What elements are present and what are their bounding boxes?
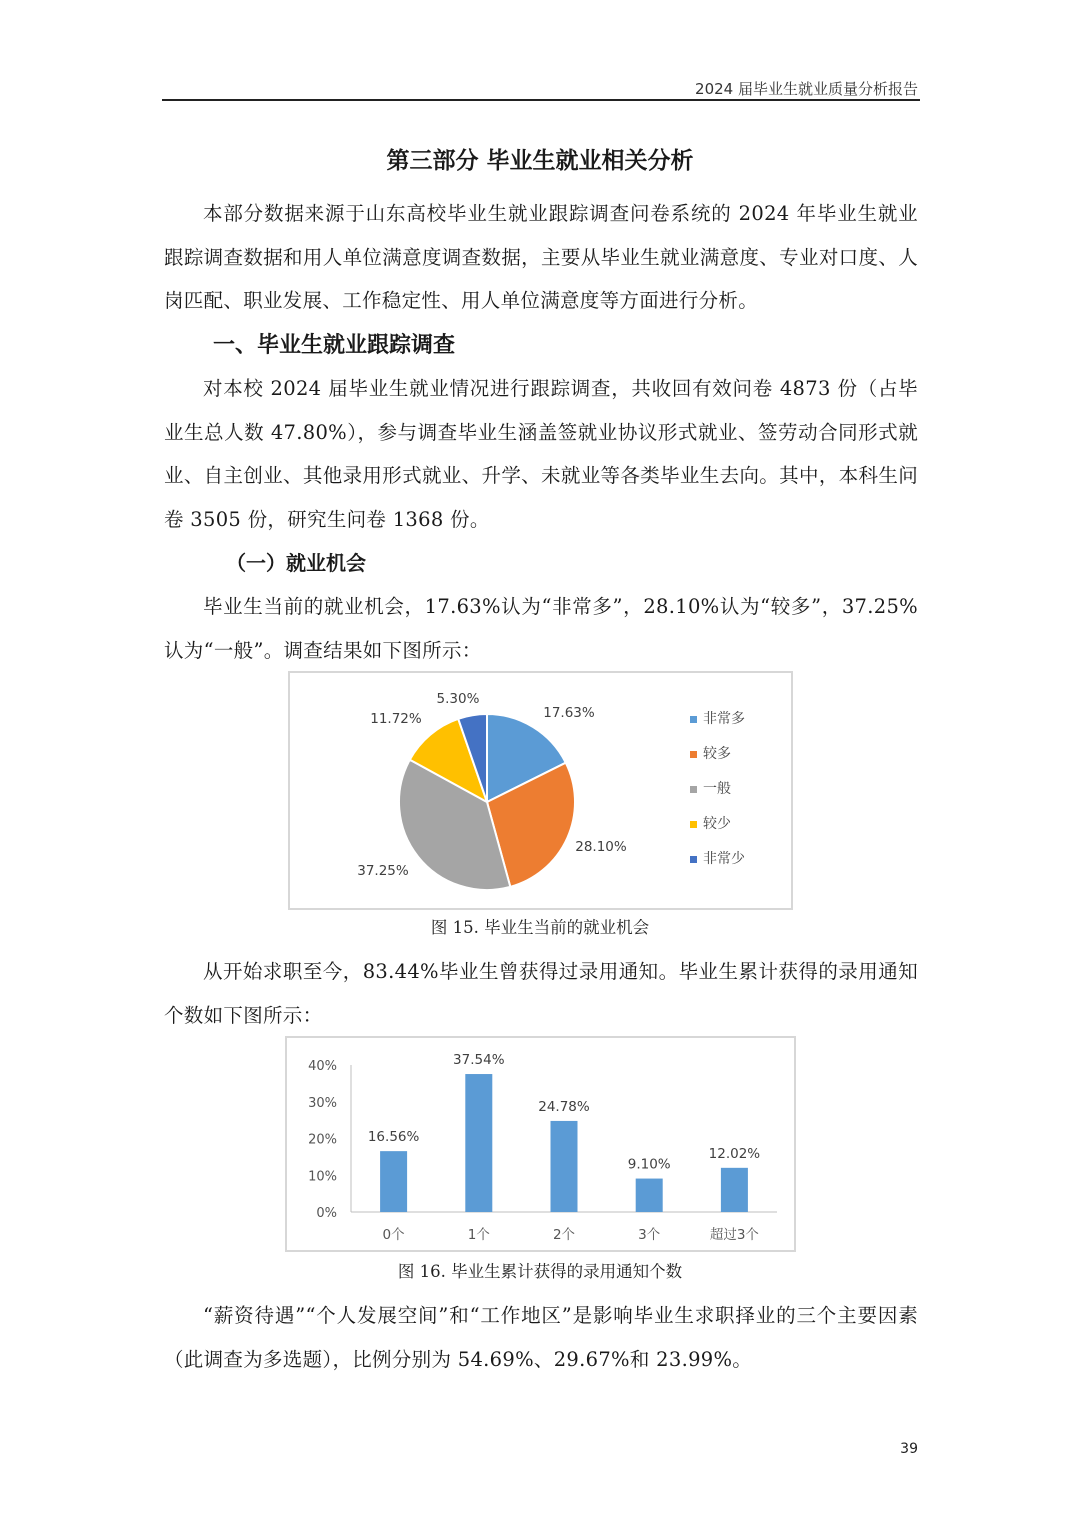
bar-chart <box>287 1038 794 1250</box>
bar-0 <box>380 1151 407 1212</box>
legend-label: 较多 <box>703 746 731 762</box>
bar-value-label-2: 24.78% <box>538 1098 590 1115</box>
heading-level-2: （一）就业机会 <box>226 551 366 575</box>
pie-legend-item-1 <box>690 743 731 763</box>
pie-label-2: 37.25% <box>357 863 409 879</box>
x-tick-label-1: 1个 <box>467 1227 490 1243</box>
survey-paragraph: 对本校 2024 届毕业生就业情况进行跟踪调查，共收回有效问卷 4873 份（占毕业生总人数 47.80%），参与调查毕业生涵盖签就业协议形式就业、签劳动合同形式就业、自主创业、其他录用形式就业、升学、未就业等各类毕业生去向。其中，本科生问卷 3505 份，研究生问卷 1368 份。 <box>164 377 918 531</box>
x-tick-label-3: 3个 <box>638 1227 661 1243</box>
pie-label-3: 11.72% <box>370 711 422 727</box>
bar-value-label-3: 9.10% <box>627 1156 671 1173</box>
y-tick-label: 30% <box>308 1095 337 1111</box>
bar-chart-frame <box>285 1036 796 1252</box>
y-tick-label: 40% <box>308 1059 337 1074</box>
legend-label: 非常少 <box>703 851 745 867</box>
legend-label: 一般 <box>703 781 731 797</box>
intro-paragraph: 本部分数据来源于山东高校毕业生就业跟踪调查问卷系统的 2024 年毕业生就业跟踪调查数据和用人单位满意度调查数据，主要从毕业生就业满意度、专业对口度、人岗匹配、职业发展、工作稳定性、用人单位满意度等方面进行分析。 <box>164 202 918 312</box>
offers-paragraph: 从开始求职至今，83.44%毕业生曾获得过录用通知。毕业生累计获得的录用通知个数如下图所示： <box>164 960 918 1027</box>
pie-label-1: 28.10% <box>575 839 627 855</box>
pie-legend-item-4 <box>690 848 745 868</box>
legend-swatch <box>690 751 697 758</box>
x-tick-label-4: 超过3个 <box>709 1227 759 1243</box>
bar-value-label-0: 16.56% <box>367 1129 420 1146</box>
bar-3 <box>636 1179 663 1212</box>
legend-swatch <box>690 786 697 793</box>
running-header: 2024 届毕业生就业质量分析报告 <box>695 80 918 98</box>
heading-level-1: 一、毕业生就业跟踪调查 <box>213 333 456 358</box>
legend-label: 非常多 <box>703 711 745 727</box>
legend-swatch <box>690 821 697 828</box>
opportunity-paragraph: 毕业生当前的就业机会，17.63%认为“非常多”，28.10%认为“较多”，37.25%认为“一般”。调查结果如下图所示： <box>164 595 918 662</box>
pie-legend-item-2 <box>690 778 731 798</box>
page-number: 39 <box>900 1441 918 1457</box>
y-tick-label: 20% <box>308 1132 337 1148</box>
bar-2 <box>551 1121 578 1212</box>
legend-swatch <box>690 716 697 723</box>
pie-legend-item-3 <box>690 813 731 833</box>
factors-paragraph: “薪资待遇”“个人发展空间”和“工作地区”是影响毕业生求职择业的三个主要因素（此调查为多选题），比例分别为 54.69%、29.67%和 23.99%。 <box>164 1304 918 1371</box>
bar-value-label-1: 37.54% <box>453 1052 505 1069</box>
bar-4 <box>721 1168 748 1212</box>
figure-15-caption: 图 15. 毕业生当前的就业机会 <box>430 918 650 937</box>
header-rule <box>162 99 920 101</box>
y-tick-label: 0% <box>316 1206 337 1221</box>
legend-label: 较少 <box>703 816 731 832</box>
pie-label-4: 5.30% <box>436 691 480 707</box>
legend-swatch <box>690 856 697 863</box>
pie-label-0: 17.63% <box>543 705 595 721</box>
x-tick-label-0: 0个 <box>382 1227 405 1243</box>
x-tick-label-2: 2个 <box>552 1227 576 1243</box>
bar-value-label-4: 12.02% <box>708 1145 761 1162</box>
page-title: 第三部分 毕业生就业相关分析 <box>386 148 694 174</box>
y-tick-label: 10% <box>308 1169 337 1185</box>
pie-legend-item-0 <box>690 708 745 728</box>
bar-1 <box>465 1074 492 1212</box>
figure-16-caption: 图 16. 毕业生累计获得的录用通知个数 <box>397 1262 683 1281</box>
